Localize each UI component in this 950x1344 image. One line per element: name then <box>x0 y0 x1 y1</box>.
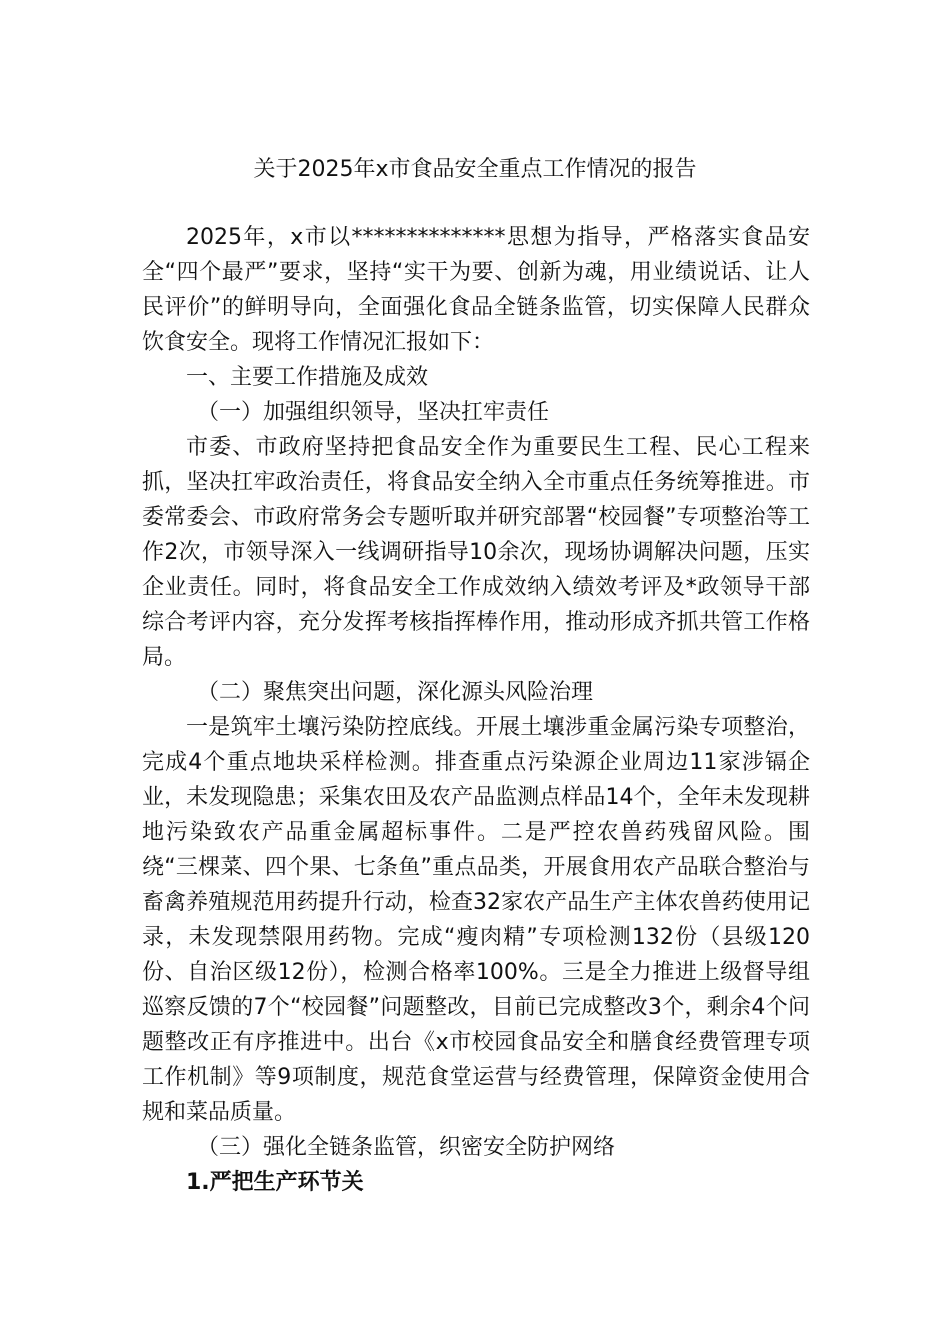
subsection-heading-3: （三）强化全链条监管，织密安全防护网络 <box>197 1135 616 1160</box>
subsection-paragraph-1: 市委、市政府坚持把食品安全作为重要民生工程、民心工程来抓，坚决扛牢政治责任，将食品安全纳入全市重点任务统筹推进。市委常委会、市政府常务会专题听取并研究部署“校园餐”专项整治等工作2次，市领导深入一线调研指导10余次，现场协调解决问题，压实企业责任。同时，将食品安全工作成效纳入绩效考评及*政领导干部综合考评内容，充分发挥考核指挥棒作用，推动形成齐抓共管工作格局。 <box>142 435 810 670</box>
subsection-heading-1: （一）加强组织领导，坚决扛牢责任 <box>197 400 550 425</box>
subsection-heading-2: （二）聚焦突出问题，深化源头风险治理 <box>197 680 594 705</box>
section-heading-1: 一、主要工作措施及成效 <box>186 365 429 390</box>
document-title: 关于2025年x市食品安全重点工作情况的报告 <box>253 157 697 182</box>
subsection-paragraph-2: 一是筑牢土壤污染防控底线。开展土壤涉重金属污染专项整治，完成4个重点地块采样检测。排查重点污染源企业周边11家涉镉企业，未发现隐患；采集农田及农产品监测点样品14个，全年未发现耕地污染致农产品重金属超标事件。二是严控农兽药残留风险。围绕“三棵菜、四个果、七条鱼”重点品类，开展食用农产品联合整治与畜禽养殖规范用药提升行动，检查32家农产品生产主体农兽药使用记录，未发现禁限用药物。完成“瘦肉精”专项检测132份（县级120份、自治区级12份），检测合格率100%。三是全力推进上级督导组巡察反馈的7个“校园餐”问题整改，目前已完成整改3个，剩余4个问题整改正有序推进中。出台《x市校园食品安全和膳食经费管理专项工作机制》等9项制度，规范食堂运营与经费管理，保障资金使用合规和菜品质量。 <box>142 715 810 1125</box>
item-heading-1: 1.严把生产环节关 <box>186 1170 364 1195</box>
document-body <box>142 220 810 1200</box>
intro-paragraph: 2025年，x市以**************思想为指导，严格落实食品安全“四个最严”要求，坚持“实干为要、创新为魂，用业绩说话、让人民评价”的鲜明导向，全面强化食品全链条监管，切实保障人民群众饮食安全。现将工作情况汇报如下： <box>142 225 810 355</box>
